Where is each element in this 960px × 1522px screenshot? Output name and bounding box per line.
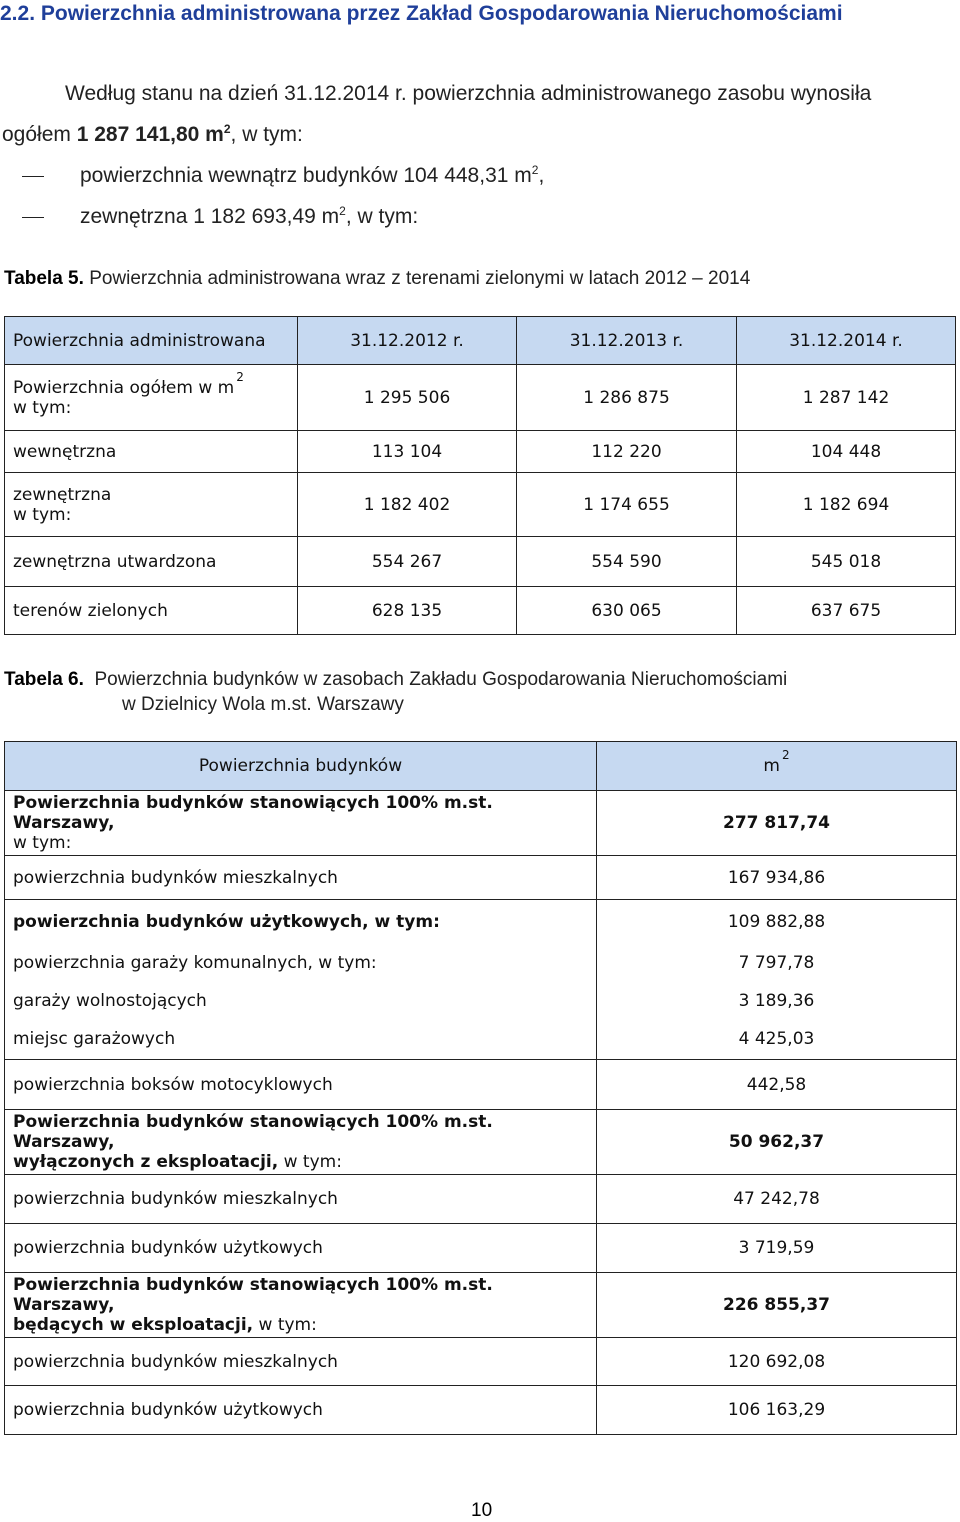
table-row: powierzchnia budynków mieszkalnych 167 934,86 bbox=[5, 856, 957, 900]
table-row: powierzchnia budynków mieszkalnych 47 242,78 bbox=[5, 1175, 957, 1224]
table5-header-2013: 31.12.2013 r. bbox=[517, 317, 737, 365]
table6-header-row bbox=[5, 742, 957, 791]
table6 bbox=[4, 741, 957, 1435]
table-row: powierzchnia budynków mieszkalnych 120 692,08 bbox=[5, 1338, 957, 1386]
table-row: powierzchnia garaży komunalnych, w tym: 7 797,78 bbox=[5, 944, 957, 982]
section-heading: 2.2. Powierzchnia administrowana przez Zakład Gospodarowania Nieruchomościami bbox=[0, 2, 843, 25]
table5 bbox=[4, 316, 956, 635]
page-number: 10 bbox=[471, 1500, 493, 1521]
intro-line-2: ogółem 1 287 141,80 $m^2$, w tym: bbox=[2, 122, 303, 146]
table-row: powierzchnia budynków użytkowych 3 719,59 bbox=[5, 1224, 957, 1273]
table5-header-2012: 31.12.2012 r. bbox=[298, 317, 517, 365]
table-row: Powierzchnia budynków stanowiących 100% m.st. Warszawy, będących w eksploatacji, w tym: 226 855,37 bbox=[5, 1273, 957, 1338]
table6-header-unit: $m^2$ bbox=[597, 742, 957, 791]
table-row: Powierzchnia ogółem w $m^2$ w tym: 1 295 506 1 286 875 1 287 142 bbox=[5, 365, 956, 431]
bullet-outside: zewnętrzna 1 182 693,49 $m^2$, w tym: bbox=[22, 205, 418, 229]
table6-caption-line2: w Dzielnicy Wola m.st. Warszawy bbox=[122, 694, 404, 715]
total-area: 1 287 141,80 m bbox=[76, 123, 224, 146]
table-row: powierzchnia budynków użytkowych 106 163,29 bbox=[5, 1386, 957, 1435]
dash-icon bbox=[22, 217, 44, 218]
table5-header-row bbox=[5, 317, 956, 365]
table-row: wewnętrzna 113 104 112 220 104 448 bbox=[5, 431, 956, 473]
table5-header-2014: 31.12.2014 r. bbox=[737, 317, 956, 365]
table-row: terenów zielonych 628 135 630 065 637 675 bbox=[5, 587, 956, 635]
table-row: powierzchnia boksów motocyklowych 442,58 bbox=[5, 1060, 957, 1110]
table-row: Powierzchnia budynków stanowiących 100% m.st. Warszawy, wyłączonych z eksploatacji, w tym: 50 962,37 bbox=[5, 1110, 957, 1175]
table-row: garaży wolnostojących 3 189,36 bbox=[5, 982, 957, 1020]
table-row: zewnętrzna w tym: 1 182 402 1 174 655 1 182 694 bbox=[5, 473, 956, 537]
table-row: powierzchnia budynków użytkowych, w tym: 109 882,88 bbox=[5, 900, 957, 944]
intro-line-1: Według stanu na dzień 31.12.2014 r. powierzchnia administrowanego zasobu wynosiła bbox=[65, 82, 872, 105]
bullet-inside: powierzchnia wewnątrz budynków 104 448,31 $m^2$, bbox=[22, 164, 544, 188]
table6-header-label: Powierzchnia budynków bbox=[5, 742, 597, 791]
table5-header-label: Powierzchnia administrowana bbox=[5, 317, 298, 365]
table5-caption: Tabela 5. Powierzchnia administrowana wraz z terenami zielonymi w latach 2012 – 2014 bbox=[4, 268, 751, 289]
table-row: zewnętrzna utwardzona 554 267 554 590 545 018 bbox=[5, 537, 956, 587]
table-row: Powierzchnia budynków stanowiących 100% m.st. Warszawy, w tym: 277 817,74 bbox=[5, 791, 957, 856]
dash-icon bbox=[22, 176, 44, 177]
table-row: miejsc garażowych 4 425,03 bbox=[5, 1020, 957, 1060]
table6-caption: Tabela 6. Powierzchnia budynków w zasobach Zakładu Gospodarowania Nieruchomościami bbox=[4, 669, 788, 690]
